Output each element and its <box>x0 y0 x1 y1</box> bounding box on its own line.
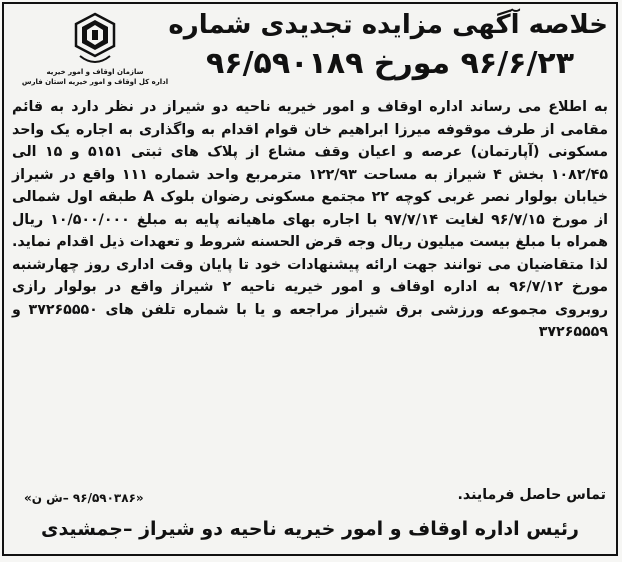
ad-title: خلاصه آگهی مزایده تجدیدی شماره <box>168 10 608 40</box>
ad-body-text: به اطلاع می رساند اداره اوقاف و امور خیریه ناحیه دو شیراز در نظر دارد به قائم مقامی از طرف موقوفه میرزا ابراهیم خان قوام اقدام به واگذاری به اجاره یک واحد مسکونی (آپارتمان) عرصه و اعیان وقف مشاع از پلاک های ثبتی ۵۱۵۱ و ۱۵ الی ۱۰۸۲/۴۵ بخش ۴ شیراز به مساحت ۱۲۲/۹۳ مترمربع واحد شماره ۱۱۱ واقع در شیراز خیابان بولوار نصر غربی کوچه ۲۲ مجتمع مسکونی رضوان بلوک A طبقه اول شمالی از مورخ ۹۶/۷/۱۵ لغایت ۹۷/۷/۱۴ با اجاره بهای ماهیانه پایه به مبلغ ۱۰/۵۰۰/۰۰۰ ریال همراه با مبلغ بیست میلیون ریال وجه قرض الحسنه شروط و تعهدات ذیل اقدام نماید. لذا متقاضیان می توانند جهت ارائه پیشنهادات خود تا پایان وقت اداری روز چهارشنبه مورخ ۹۶/۷/۱۲ به اداره اوقاف و امور خیریه ناحیه ۲ شیراز واقع در بولوار رازی روبروی مجموعه ورزشی برق شیراز مراجعه و یا با شماره تلفن های ۳۷۲۶۵۵۵۰ و ۳۷۲۶۵۵۵۹ <box>12 99 609 340</box>
reference-code: «۹۶/۵۹۰۳۸۶ –ش ن» <box>24 491 144 505</box>
closing-text: تماس حاصل فرمایند. <box>457 487 606 503</box>
endowment-emblem-icon <box>72 12 118 68</box>
advertisement-sheet <box>2 2 618 556</box>
ad-number-date: ۹۶/۶/۲۳ مورخ ۹۶/۵۹۰۱۸۹ <box>205 46 575 81</box>
org-logo-block <box>10 10 180 100</box>
signature-line: رئیس اداره اوقاف و امور خیریه ناحیه دو شیراز –جمشیدی <box>41 518 579 540</box>
org-name-line-1: سازمان اوقاف و امور خیریه <box>46 68 144 76</box>
org-name-line-2: اداره کل اوقاف و امور خیریه استان فارس <box>21 78 169 86</box>
